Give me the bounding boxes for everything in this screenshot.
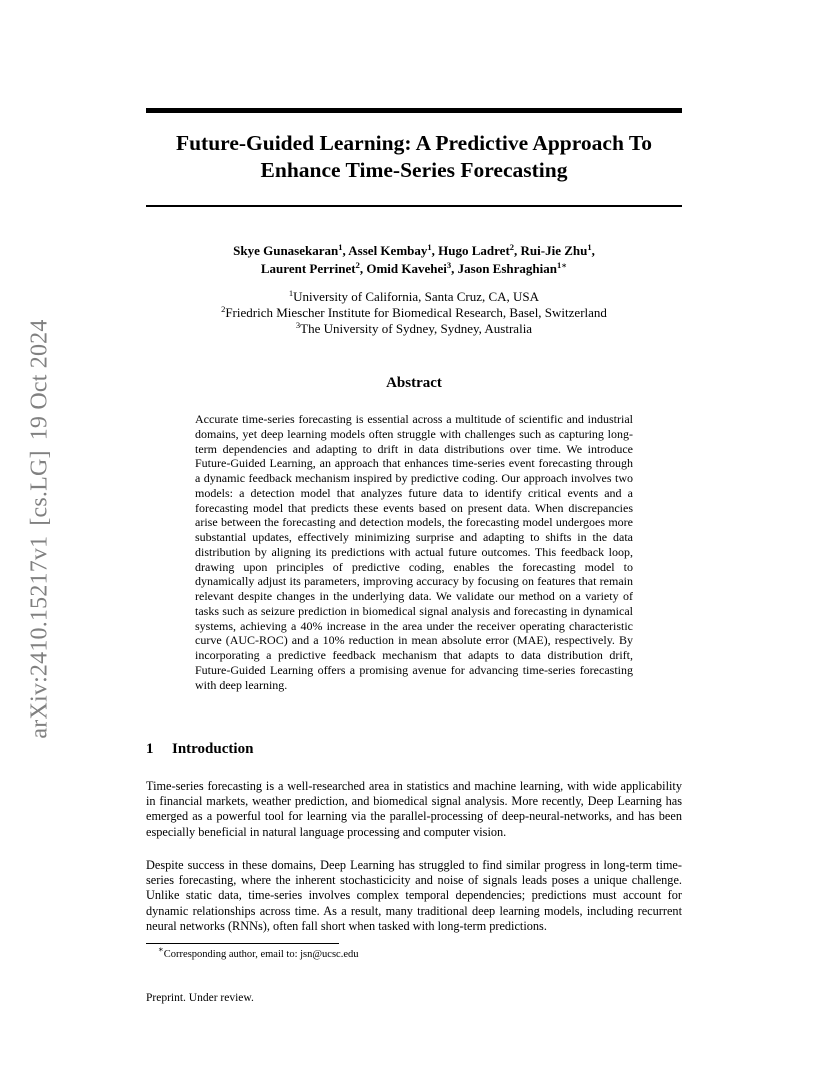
author-name: Omid Kavehei [366, 261, 447, 276]
footnote-text: Corresponding author, email to: jsn@ucsc.edu [163, 949, 359, 960]
author-line-2 [146, 260, 682, 278]
intro-paragraph-2: Despite success in these domains, Deep Learning has struggled to find similar progress in long-term time-series forecasting, where the inherent stochasticicity and noise of signals leads poses a unique challenge. Unlike static data, time-series involves complex temporal dependencies; predictions must account for dynamic relationships across time. As a result, many traditional deep learning models, including recurrent neural networks (RNNs), often fall short when tasked with long-term predictions. [146, 858, 682, 933]
author-affil-sup: 2 [509, 241, 515, 252]
affiliation [146, 305, 682, 321]
footnote-mark: ∗ [158, 943, 164, 954]
section-number: 1 [146, 741, 154, 757]
author-sep: , [359, 261, 367, 276]
author-name: Assel Kembay [348, 243, 428, 258]
author-name: Jason Eshraghian [457, 261, 557, 276]
author-name: Hugo Ladret [438, 243, 510, 258]
author-affil-sup: 1 [427, 241, 432, 252]
abstract-text: Accurate time-series forecasting is essential across a multitude of scientific and industrial domains, yet deep learning models often struggle with challenges such as capturing long-term dependencies and adapting to drift in data distributions over time. We introduce Future-Guided Learning, an approach that enhances time-series event forecasting through a dynamic feedback mechanism inspired by predictive coding. Our approach involves two models: a detection model that analyzes future data to identify critical events and a forecasting model that predicts these events based on present data. When discrepancies arise between the forecasting and detection models, the forecasting model undergoes more substantial updates, effectively minimizing surprise and adapting to shifts in the data distribution by aligning its predictions with actual future outcomes. This feedback loop, drawing upon principles of predictive coding, enables the forecasting model to dynamically adjust its parameters, improving accuracy by focusing on features that remain relevant despite changes in the underlying data. We validate our method on a variety of tasks such as seizure prediction in biomedical signal analysis and forecasting in dynamical systems, achieving a 40% increase in the area under the receiver operating characteristic curve (AUC-ROC) and a 10% reduction in mean absolute error (MAE), respectively. By incorporating a predictive feedback mechanism that adapts to data distribution drift, Future-Guided Learning offers a promising avenue for advancing time-series forecasting with deep learning. [195, 412, 633, 692]
affiliation [146, 289, 682, 305]
author-sep: , [342, 243, 349, 258]
affiliation-sup: 2 [221, 303, 226, 314]
author-affil-sup: 1∗ [556, 259, 568, 270]
footnote-rule [146, 943, 339, 944]
footnote [158, 943, 359, 961]
affiliation-sup: 3 [295, 319, 301, 330]
author-sep: , [431, 243, 439, 258]
author-affil-sup: 1 [338, 241, 343, 252]
arxiv-date: 19 Oct 2024 [26, 319, 53, 441]
author-affil-sup: 3 [446, 259, 452, 270]
affiliation-text: Friedrich Miescher Institute for Biomedical Research, Basel, Switzerland [225, 305, 607, 320]
author-name: Rui-Jie Zhu [520, 243, 588, 258]
arxiv-stamp [27, 309, 54, 738]
author-sep: , [591, 243, 595, 258]
affiliation-sup: 1 [288, 287, 294, 298]
author-name: Skye Gunasekaran [233, 243, 339, 258]
title-rule-top [146, 108, 682, 113]
author-sep: , [451, 261, 458, 276]
abstract-heading: Abstract [386, 375, 442, 391]
title-line-2: Enhance Time-Series Forecasting [260, 158, 568, 182]
paper-title [146, 130, 682, 184]
title-rule-bottom [146, 205, 682, 207]
arxiv-category: [cs.LG] [26, 450, 53, 526]
author-list [146, 242, 682, 278]
author-line-1 [146, 242, 682, 260]
page-footer: Preprint. Under review. [146, 992, 254, 1004]
title-line-1: Future-Guided Learning: A Predictive Approach To [175, 131, 653, 155]
author-affil-sup: 2 [355, 259, 360, 270]
author-affil-sup: 1 [587, 241, 592, 252]
affiliation-text: University of California, Santa Cruz, CA, USA [293, 289, 540, 304]
section-heading-introduction [146, 740, 253, 758]
arxiv-id: arXiv:2410.15217v1 [26, 535, 53, 739]
affiliation [146, 321, 682, 337]
author-name: Laurent Perrinet [260, 261, 356, 276]
section-title: Introduction [172, 741, 254, 757]
affiliation-text: The University of Sydney, Sydney, Australia [300, 321, 533, 336]
author-sep: , [514, 243, 521, 258]
affiliation-list [146, 289, 682, 337]
intro-paragraph-1: Time-series forecasting is a well-researched area in statistics and machine learning, with wide applicability in financial markets, weather prediction, and biomedical signal analysis. More recently, Deep Learning has emerged as a powerful tool for learning via the parallel-processing of deep-neural-networks, and has been especially beneficial in natural language processing and computer vision. [146, 779, 682, 839]
